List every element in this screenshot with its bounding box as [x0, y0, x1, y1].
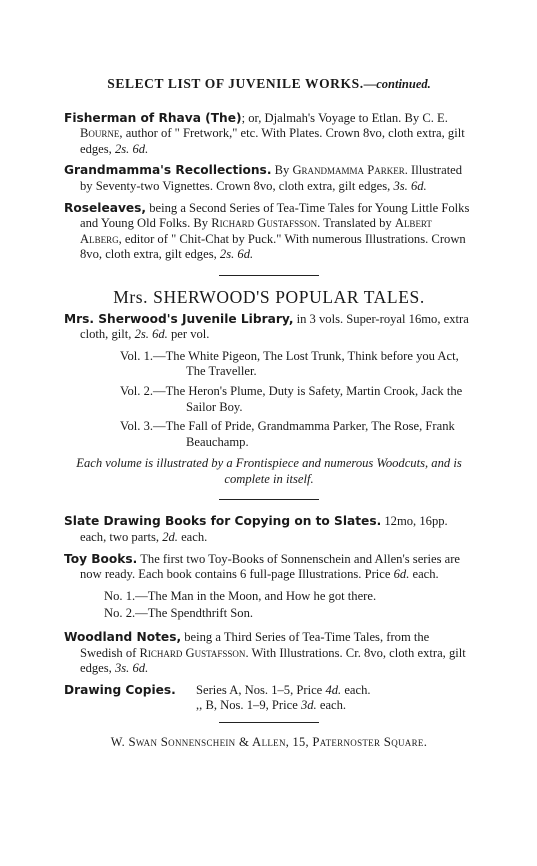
entry-text: each. — [177, 530, 208, 545]
entry-price: 3s. 6d. — [393, 178, 427, 193]
volume-item — [120, 349, 474, 380]
entry-price: 2s. 6d. — [134, 327, 168, 342]
volume-label: Vol. 2.— — [120, 383, 166, 398]
toy-book-item: No. 2.—The Spendthrift Son. — [104, 606, 254, 621]
title-continued: —continued. — [363, 77, 431, 91]
entry-text: , author of " Fretwork," etc. With Plates. Crown 8vo, cloth extra, gilt edges, — [80, 126, 465, 156]
entry-text: each. — [341, 682, 371, 697]
volume-note: Each volume is illustrated by a Frontispiece and numerous Woodcuts, and is complete in itself. — [76, 456, 462, 486]
entry-heading: Mrs. Sherwood's Juvenile Library, — [64, 311, 294, 326]
divider — [219, 275, 319, 276]
entry-heading: Slate Drawing Books for Copying on to Slates. — [64, 514, 382, 529]
entry-author: Richard Gustafsson — [211, 216, 318, 231]
entry-price: 6d. — [393, 567, 410, 582]
volume-text: The White Pigeon, The Lost Trunk, Think before you Act, The Traveller. — [165, 348, 459, 379]
section-title: Mrs. SHERWOOD'S POPULAR TALES. — [113, 286, 425, 307]
entry-text: each. — [316, 698, 347, 713]
divider — [219, 499, 319, 500]
entry-text: in 3 vols. Super-royal 16mo, extra cloth, gilt, — [80, 311, 469, 342]
page-title — [64, 76, 474, 93]
entry-heading: Drawing Copies. — [64, 682, 176, 697]
entry-text: per vol. — [167, 327, 210, 342]
volume-text: The Heron's Plume, Duty is Safety, Martin Crook, Jack the Sailor Boy. — [165, 383, 463, 414]
imprint-text: W. — [110, 735, 129, 749]
entry-author: Grandmamma Parker — [292, 163, 405, 178]
entry-price: 2s. 6d. — [114, 141, 149, 156]
title-text: SELECT LIST OF JUVENILE WORKS. — [107, 76, 364, 91]
entry-heading: Grandmamma's Recollections. — [64, 163, 272, 178]
entry-heading: Woodland Notes, — [64, 630, 182, 645]
entry-text: 12mo, 16pp. each, two parts, — [80, 514, 448, 545]
volume-label: Vol. 3.— — [120, 419, 166, 434]
entry-grandmamma — [64, 163, 474, 194]
volume-text: The Fall of Pride, Grandmamma Parker, The Rose, Frank Beauchamp. — [165, 419, 455, 449]
drawing-line-1 — [196, 683, 371, 699]
entry-price: 2d. — [162, 530, 178, 545]
entry-heading: Fisherman of Rhava (The) — [64, 110, 242, 125]
entry-text: Series A, Nos. 1–5, Price — [196, 682, 326, 697]
entry-text: being a Second Series of Tea-Time Tales for Young Little Folks and Young Old Folks. By — [80, 200, 470, 231]
entry-text: each. — [409, 567, 439, 582]
divider — [219, 722, 319, 723]
entry-translator: Albert Alberg — [80, 216, 432, 246]
entry-price: 2s. 6d. — [219, 247, 254, 262]
entry-text: B, Nos. 1–9, Price — [202, 698, 301, 713]
entry-price: 3d. — [300, 698, 317, 713]
entry-text: . Illustrated by Seventy-two Vignettes. Crown 8vo, cloth extra, gilt edges, — [80, 163, 463, 193]
page — [64, 76, 474, 751]
entry-heading: Roseleaves, — [64, 200, 147, 215]
entry-text: being a Third Series of Tea-Time Tales, from the Swedish of — [80, 630, 430, 660]
ditto-mark: ,, — [196, 698, 203, 713]
entry-heading: Toy Books. — [64, 551, 138, 566]
volume-label: Vol. 1.— — [120, 348, 166, 363]
volume-item — [120, 419, 474, 450]
entry-text: By — [271, 163, 293, 178]
toy-book-item: No. 1.—The Man in the Moon, and How he got there. — [104, 588, 377, 603]
entry-woodland — [64, 630, 474, 677]
entry-price: 3s. 6d. — [114, 661, 149, 676]
imprint-text: , 15, — [285, 735, 313, 749]
entry-toy-books — [64, 552, 474, 583]
entry-price: 4d. — [325, 682, 342, 697]
entry-sherwood-library — [64, 312, 474, 343]
entry-roseleaves — [64, 201, 474, 263]
imprint-publisher: Swan Sonnenschein & Allen — [128, 735, 286, 749]
publisher-imprint — [64, 735, 474, 751]
entry-text: The first two Toy-Books of Sonnenschein and Allen's series are now ready. Each book contains 6 full-page Illustrations. Price — [80, 551, 460, 582]
imprint-address: Paternoster Square. — [312, 735, 428, 749]
entry-author: Richard Gustafsson — [139, 645, 246, 660]
entry-slate — [64, 514, 474, 545]
volume-item — [120, 384, 474, 415]
entry-author: Bourne — [80, 126, 120, 141]
entry-text: ; or, Djalmah's Voyage to Etlan. By C. E. — [241, 110, 448, 125]
entry-drawing-copies — [64, 683, 474, 699]
entry-text: . Translated by — [317, 216, 395, 231]
entry-fisherman — [64, 111, 474, 158]
entry-text: . With Illustrations. Cr. 8vo, cloth extra, gilt edges, — [80, 645, 466, 676]
drawing-line-2 — [196, 698, 474, 714]
entry-text: , editor of " Chit-Chat by Puck." With numerous Illustrations. Crown 8vo, cloth extra, gilt edges, — [80, 231, 466, 262]
